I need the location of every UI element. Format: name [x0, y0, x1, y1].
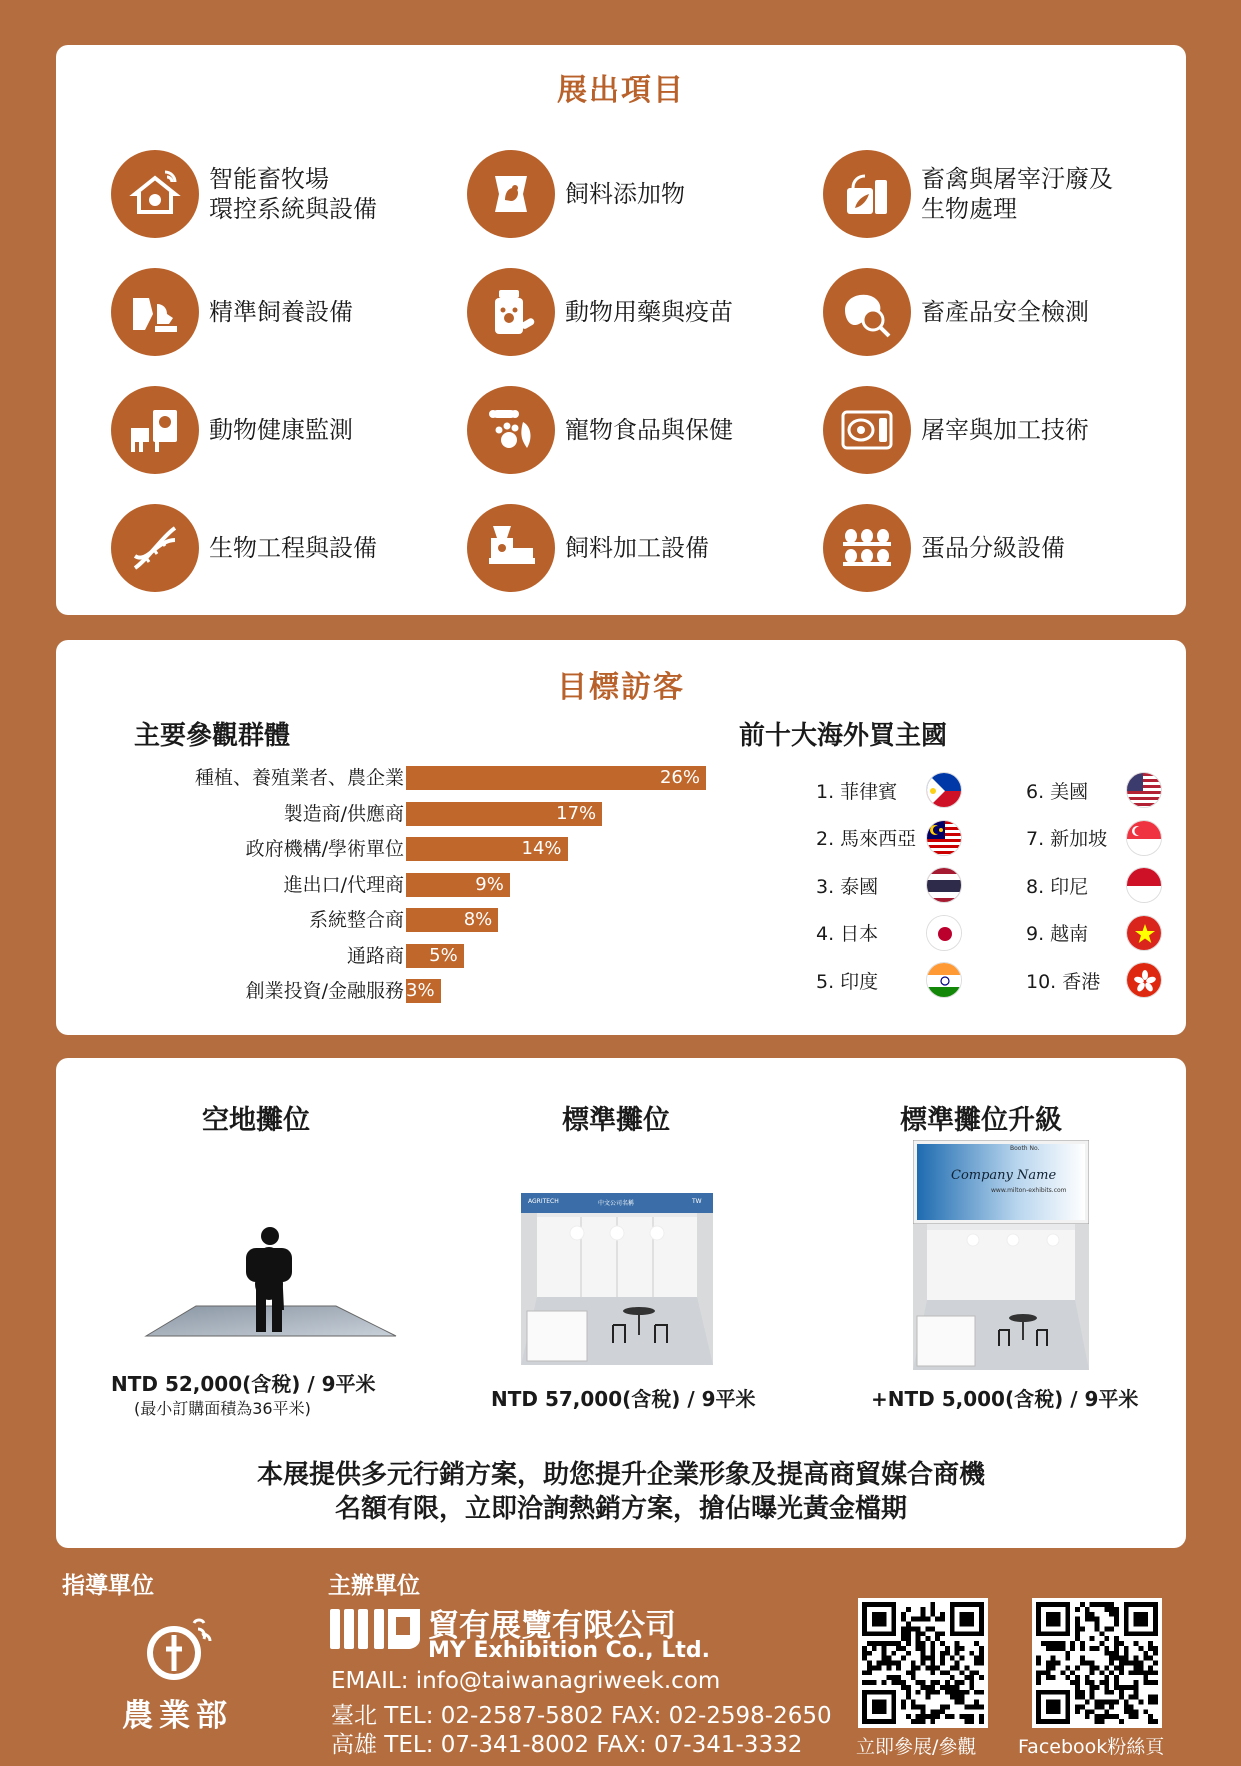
- bar-category-label: 製造商/供應商: [283, 802, 404, 825]
- host-email: EMAIL: info@taiwanagriweek.com: [331, 1668, 721, 1694]
- standard-booth-image: [521, 1193, 713, 1365]
- register-qr-code[interactable]: [858, 1598, 988, 1728]
- country-name: 7. 新加坡: [1026, 828, 1108, 850]
- egg-grading-icon: [823, 504, 911, 592]
- standard-sign-right: TW: [692, 1198, 702, 1205]
- bar-category-label: 種植、養殖業者、農企業: [194, 767, 404, 789]
- exhibit-item: [467, 489, 823, 607]
- country-item: [816, 818, 916, 858]
- bar-value-label: 3%: [406, 980, 435, 1001]
- raw-booth-title: 空地攤位: [202, 1105, 310, 1136]
- bar-value-label: 9%: [475, 873, 504, 895]
- guide-label: 指導單位: [62, 1573, 154, 1599]
- host-taipei-contact: 臺北 TEL: 02-2587-5802 FAX: 02-2598-2650: [331, 1703, 832, 1729]
- country-item: [1026, 960, 1100, 1000]
- bar-category-label: 進出口/代理商: [283, 873, 404, 896]
- exhibit-item: [823, 371, 1161, 489]
- standard-booth-price: NTD 57,000(含稅) / 9平米: [491, 1387, 756, 1411]
- host-label: 主辦單位: [328, 1573, 420, 1599]
- groups-title: 主要參觀群體: [134, 721, 291, 751]
- processing-icon: [823, 386, 911, 474]
- host-kaohsiung-contact: 高雄 TEL: 07-341-8002 FAX: 07-341-3332: [331, 1732, 803, 1758]
- meat-inspection-icon: [823, 268, 911, 356]
- promo-line-2: 名額有限，立即洽詢熱銷方案，搶佔曝光黃金檔期: [334, 1494, 907, 1524]
- bar-value-label: 26%: [659, 767, 700, 788]
- country-item: [816, 865, 878, 905]
- exhibits-panel: [56, 45, 1186, 615]
- pet-food-icon: [467, 386, 555, 474]
- bar-row: [116, 978, 716, 1004]
- exhibit-label: 畜產品安全檢測: [921, 298, 1089, 326]
- indonesia-flag-icon: [1126, 867, 1162, 903]
- feed-additive-icon: [467, 150, 555, 238]
- country-item: [1026, 913, 1088, 953]
- bar-row: [116, 872, 716, 898]
- facebook-qr-label: Facebook粉絲頁: [1018, 1736, 1165, 1758]
- bar-value-label: 17%: [556, 802, 597, 824]
- country-name: 4. 日本: [816, 923, 879, 945]
- exhibit-label: 動物健康監測: [209, 416, 353, 444]
- vietnam-flag-icon: [1126, 915, 1162, 951]
- country-name: 2. 馬來西亞: [816, 828, 917, 850]
- waste-treatment-icon: [823, 150, 911, 238]
- country-item: [816, 913, 878, 953]
- standard-sign-mid: 中文公司名稱: [598, 1200, 635, 1207]
- country-item: [1026, 770, 1088, 810]
- country-name: 8. 印尼: [1026, 875, 1089, 898]
- exhibit-item: [111, 489, 467, 607]
- bar-row: [116, 801, 716, 827]
- medicine-icon: [467, 268, 555, 356]
- country-name: 1. 菲律賓: [816, 780, 898, 803]
- raw-booth-note: (最小訂購面積為36平米): [134, 1399, 311, 1418]
- bar-row: [116, 836, 716, 862]
- promo-line-1: 本展提供多元行銷方案，助您提升企業形象及提高商貿媒合商機: [256, 1460, 985, 1490]
- country-name: 3. 泰國: [816, 875, 879, 898]
- visitors-panel: [56, 640, 1186, 1035]
- philippines-flag-icon: [926, 772, 962, 808]
- thailand-flag-icon: [926, 867, 962, 903]
- smart-farm-icon: [111, 150, 199, 238]
- country-item: [816, 960, 878, 1000]
- health-monitor-icon: [111, 386, 199, 474]
- upgrade-company-name: Company Name: [951, 1168, 1057, 1183]
- raw-booth-price: NTD 52,000(含稅) / 9平米: [111, 1372, 376, 1396]
- exhibit-item: [467, 253, 823, 371]
- country-name: 5. 印度: [816, 970, 879, 993]
- bar-row: [116, 943, 716, 969]
- exhibits-grid: [111, 135, 1161, 595]
- hongkong-flag-icon: [1126, 962, 1162, 998]
- standard-booth-title: 標準攤位: [562, 1105, 670, 1136]
- bar-category-label: 通路商: [346, 944, 404, 967]
- exhibit-item: [823, 253, 1161, 371]
- standard-booth: [496, 1098, 736, 1137]
- bar-category-label: 創業投資/金融服務: [245, 980, 404, 1002]
- my-exhibition-logo-icon: [330, 1605, 426, 1653]
- bar-value-label: 5%: [429, 944, 458, 966]
- usa-flag-icon: [1126, 772, 1162, 808]
- exhibit-label: 飼料加工設備: [565, 534, 709, 562]
- upgrade-website: www.milton-exhibits.com: [991, 1187, 1067, 1194]
- exhibit-item: [823, 489, 1161, 607]
- country-list: [756, 770, 1176, 1020]
- feed-machine-icon: [467, 504, 555, 592]
- precision-feeding-icon: [111, 268, 199, 356]
- bar-category-label: 政府機構/學術單位: [245, 838, 404, 860]
- bar-value-label: 14%: [521, 838, 562, 859]
- upgrade-booth: [856, 1098, 1106, 1137]
- facebook-qr-code[interactable]: [1032, 1598, 1162, 1728]
- exhibit-label: 精準飼養設備: [209, 298, 353, 326]
- dna-icon: [111, 504, 199, 592]
- india-flag-icon: [926, 962, 962, 998]
- country-item: [1026, 818, 1107, 858]
- exhibit-item: [111, 253, 467, 371]
- upgrade-booth-no: Booth No.: [1010, 1145, 1040, 1152]
- country-name: 9. 越南: [1026, 923, 1089, 945]
- bar-value-label: 8%: [463, 909, 493, 930]
- moa-logo-icon: [140, 1615, 220, 1685]
- exhibit-item: [111, 371, 467, 489]
- countries-title: 前十大海外買主國: [739, 721, 948, 751]
- exhibit-label: 畜禽與屠宰汙廢及 生物處理: [921, 165, 1113, 223]
- exhibit-label: 飼料添加物: [565, 180, 685, 208]
- exhibit-item: [467, 371, 823, 489]
- country-name: 10. 香港: [1026, 970, 1101, 993]
- visitor-group-chart: [116, 765, 716, 1015]
- register-qr-label: 立即參展/參觀: [856, 1736, 977, 1758]
- guide-org: 農業部: [122, 1698, 233, 1734]
- exhibit-label: 生物工程與設備: [209, 534, 377, 562]
- upgrade-booth-title: 標準攤位升級: [900, 1105, 1062, 1136]
- malaysia-flag-icon: [926, 820, 962, 856]
- booths-panel: [56, 1058, 1186, 1548]
- exhibit-item: [467, 135, 823, 253]
- standard-sign-left: AGRITECH: [528, 1198, 559, 1205]
- exhibit-item: [111, 135, 467, 253]
- exhibit-item: [823, 135, 1161, 253]
- raw-booth-image: [106, 1218, 426, 1378]
- country-item: [1026, 865, 1088, 905]
- exhibit-label: 寵物食品與保健: [565, 416, 733, 444]
- country-name: 6. 美國: [1026, 780, 1089, 803]
- exhibit-label: 屠宰與加工技術: [921, 416, 1089, 444]
- host-name-zh: 貿有展覽有限公司: [428, 1608, 676, 1644]
- bar-row: [116, 907, 716, 933]
- exhibits-title: 展出項目: [557, 73, 685, 108]
- bar-category-label: 系統整合商: [308, 909, 404, 931]
- bar-row: [116, 765, 716, 791]
- singapore-flag-icon: [1126, 820, 1162, 856]
- exhibit-label: 蛋品分級設備: [921, 534, 1065, 562]
- exhibit-label: 動物用藥與疫苗: [565, 298, 733, 326]
- visitors-title: 目標訪客: [557, 670, 685, 705]
- country-item: [816, 770, 897, 810]
- host-name-en: MY Exhibition Co., Ltd.: [428, 1638, 710, 1663]
- exhibit-label: 智能畜牧場 環控系統與設備: [209, 165, 377, 223]
- japan-flag-icon: [926, 915, 962, 951]
- raw-booth: [136, 1098, 376, 1137]
- upgrade-booth-price: +NTD 5,000(含稅) / 9平米: [871, 1387, 1139, 1411]
